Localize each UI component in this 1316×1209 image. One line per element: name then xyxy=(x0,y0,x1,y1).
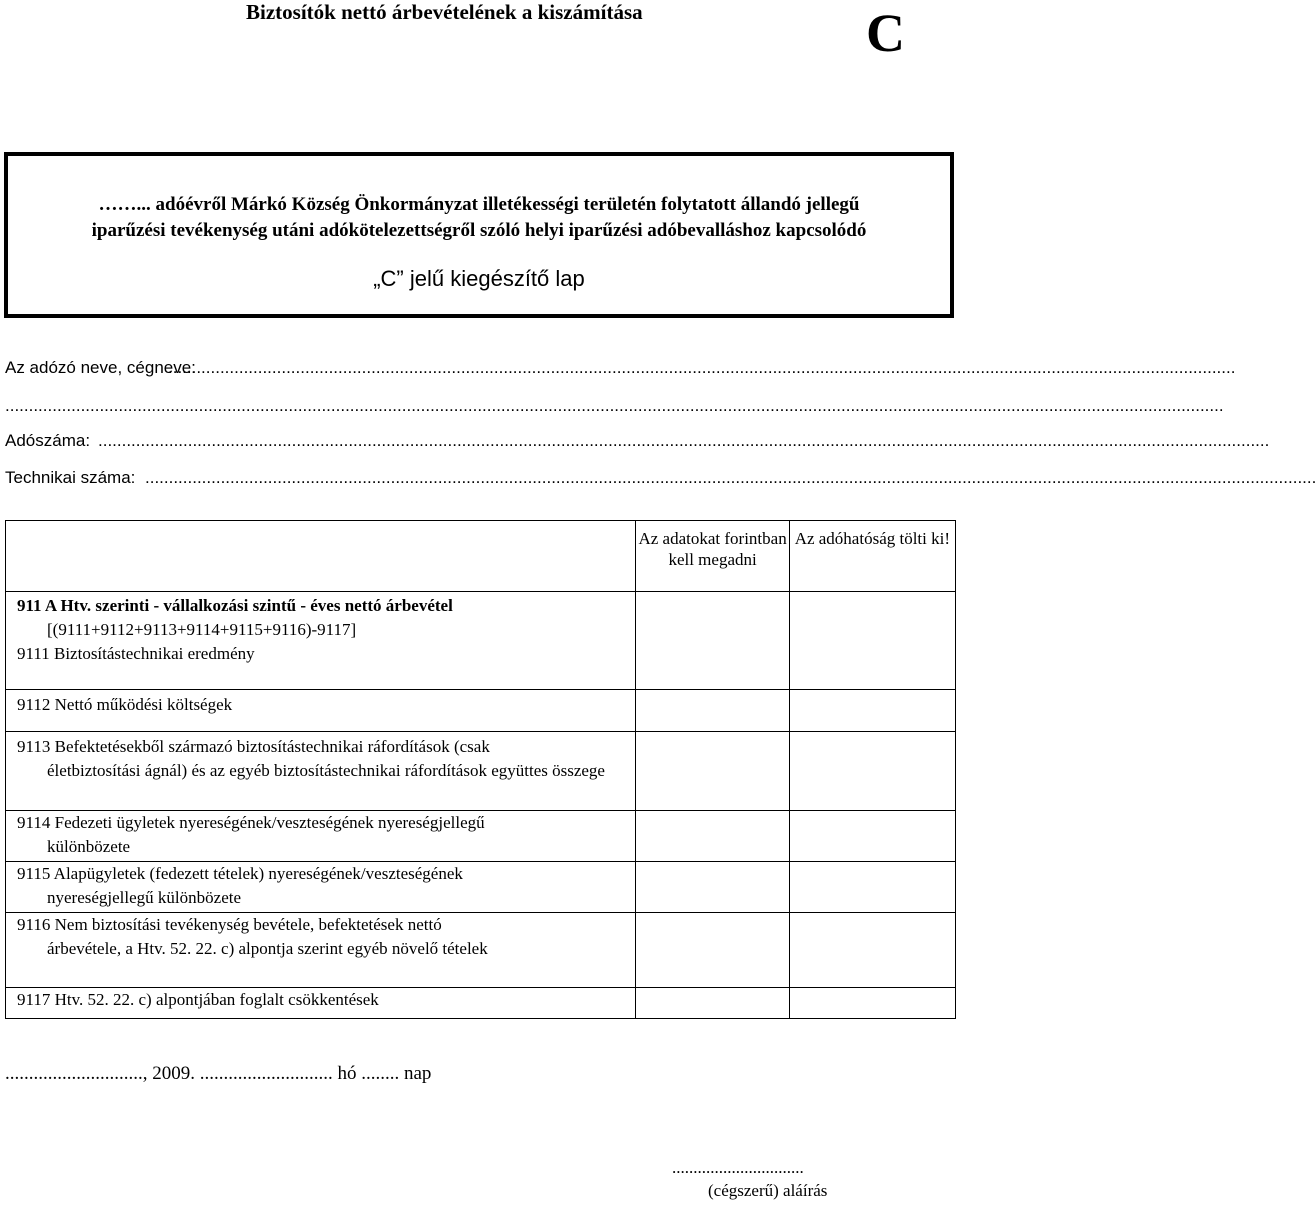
amount-cell-9115[interactable] xyxy=(636,862,789,913)
amount-cell-9116[interactable] xyxy=(636,913,789,988)
row-9114-text: 9114 Fedezeti ügyletek nyereségének/veszteségének nyereségjellegű xyxy=(17,813,485,832)
tax-number-field[interactable]: ........................................................................................................................................................................................................................................................ xyxy=(98,431,1270,450)
authority-cell-911 xyxy=(789,592,955,690)
row-9115-text: 9115 Alapügyletek (fedezett tételek) nyereségének/veszteségének xyxy=(17,864,463,883)
page-title: Biztosítók nettó árbevételének a kiszámítása xyxy=(246,0,643,24)
tech-number-label: Technikai száma: xyxy=(5,468,136,487)
taxpayer-name-field[interactable]: .................................................................................................................................................................................................................................. xyxy=(168,358,1236,377)
header-line-1: ……... adóévről Márkó Község Önkormányzat illetékességi területén folytatott állandó jellegű xyxy=(98,194,860,215)
authority-cell-9117 xyxy=(789,988,955,1019)
table-row-9117 xyxy=(6,988,636,1019)
row-9116-text: 9116 Nem biztosítási tevékenység bevétele, befektetések nettó xyxy=(17,915,442,934)
authority-cell-9116 xyxy=(789,913,955,988)
table-row-911 xyxy=(6,592,636,690)
data-table xyxy=(5,520,956,1019)
row-9116-cont: árbevétele, a Htv. 52. 22. c) alpontja szerint egyéb növelő tételek xyxy=(47,939,488,958)
table-row-9115 xyxy=(6,862,636,913)
authority-cell-9112 xyxy=(789,690,955,732)
row-9113-text: 9113 Befektetésekből származó biztosítástechnikai ráfordítások (csak xyxy=(17,737,490,756)
header-empty-cell xyxy=(6,521,636,592)
col-header-amount: Az adatokat forintban kell megadni xyxy=(636,521,789,592)
header-box xyxy=(4,152,954,318)
header-subtitle: „C” jelű kiegészítő lap xyxy=(373,266,585,291)
taxpayer-name-label: Az adózó neve, cégneve: xyxy=(5,358,196,377)
row-911-formula: [(9111+9112+9113+9114+9115+9116)-9117] xyxy=(47,620,357,639)
authority-cell-9114 xyxy=(789,811,955,862)
amount-cell-911[interactable] xyxy=(636,592,789,690)
tech-number-field[interactable]: ........................................................................................................................................................................................................................................................ xyxy=(145,468,1316,487)
signature-field[interactable]: ............................... xyxy=(672,1158,804,1177)
amount-cell-9113[interactable] xyxy=(636,732,789,811)
row-9115-cont: nyereségjellegű különbözete xyxy=(47,888,242,907)
table-row-9116 xyxy=(6,913,636,988)
tax-number-label: Adószáma: xyxy=(5,431,91,450)
row-9111-text: 9111 Biztosítástechnikai eredmény xyxy=(17,644,255,663)
row-9113-cont: életbiztosítási ágnál) és az egyéb biztosítástechnikai ráfordítások együttes összege xyxy=(47,761,605,780)
amount-cell-9114[interactable] xyxy=(636,811,789,862)
row-9114-cont: különbözete xyxy=(47,837,131,856)
header-line-2: iparűzési tevékenység utáni adókötelezettségről szóló helyi iparűzési adóbevalláshoz kapcsolódó xyxy=(91,220,867,241)
form-letter: C xyxy=(866,3,905,63)
taxpayer-name-field-2[interactable]: .................................................................................................................................................................................................................................................................. xyxy=(5,396,1224,415)
table-row-9113 xyxy=(6,732,636,811)
row-9112-text: 9112 Nettó működési költségek xyxy=(17,695,233,714)
signature-label: (cégszerű) aláírás xyxy=(708,1181,828,1200)
amount-cell-9117[interactable] xyxy=(636,988,789,1019)
table-row-9114 xyxy=(6,811,636,862)
authority-cell-9113 xyxy=(789,732,955,811)
row-911-text: 911 A Htv. szerinti - vállalkozási szintű - éves nettó árbevétel xyxy=(17,596,453,615)
col-header-authority: Az adóhatóság tölti ki! xyxy=(789,521,955,592)
table-row-9112 xyxy=(6,690,636,732)
date-line[interactable]: ............................., 2009. ............................ hó ........ nap xyxy=(5,1063,432,1084)
amount-cell-9112[interactable] xyxy=(636,690,789,732)
row-9117-text: 9117 Htv. 52. 22. c) alpontjában foglalt csökkentések xyxy=(17,990,379,1009)
authority-cell-9115 xyxy=(789,862,955,913)
